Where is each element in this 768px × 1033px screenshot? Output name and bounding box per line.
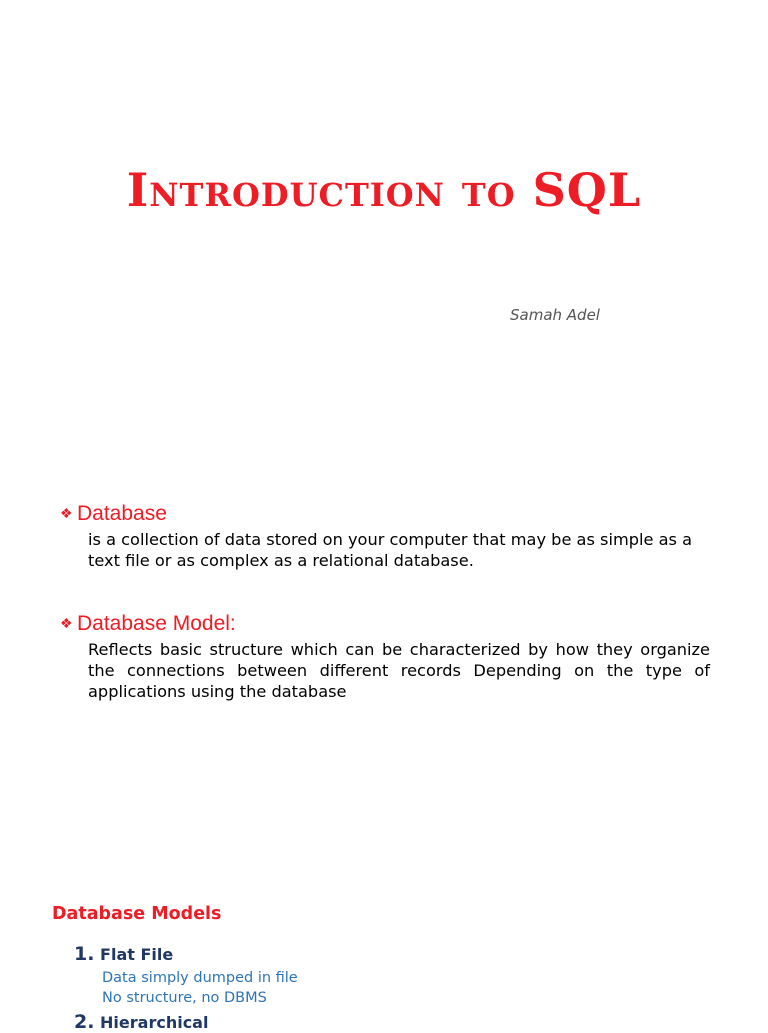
bullet-heading-database-model [60,610,236,637]
diamond-bullet-icon: ❖ [60,505,73,521]
model-description-line: No structure, no DBMS [102,990,267,1006]
bullet-heading-label: Database Model: [77,612,236,635]
slide-title: Introduction to SQL [126,163,642,217]
diamond-bullet-icon: ❖ [60,615,73,631]
bullet-heading-database [60,500,167,527]
model-name: Flat File [100,945,174,964]
model-item-flat-file [74,943,173,965]
model-number: 2. [74,1011,95,1033]
bullet-heading-label: Database [77,502,167,525]
section-title-database-models: Database Models [52,904,222,924]
model-description [102,968,298,1008]
model-item-hierarchical [74,1011,208,1033]
database-definition: is a collection of data stored on your computer that may be as simple as a text file or as complex as a relational database. [88,530,693,570]
model-name: Hierarchical [100,1013,209,1032]
model-number: 1. [74,943,95,965]
model-description-line: Data simply dumped in file [102,970,298,986]
author-name: Samah Adel [510,306,600,324]
database-model-definition: Reflects basic structure which can be characterized by how they organize the connections between different records Depending on the type of applications using the database [88,640,710,701]
